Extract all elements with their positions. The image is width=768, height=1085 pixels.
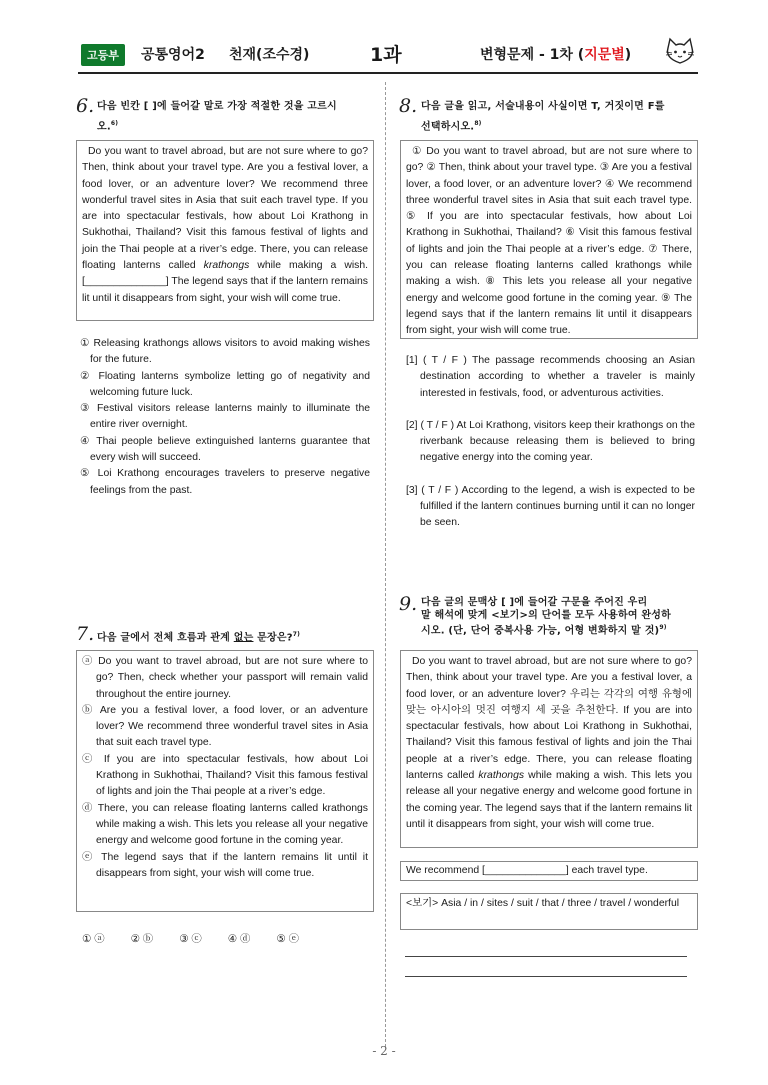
publisher-title: 천재(조수경) [229, 47, 310, 63]
q8-title-line2 [421, 115, 701, 135]
q6-title [97, 98, 377, 135]
q9-title [421, 597, 701, 638]
lesson-title: 1과 [370, 44, 402, 66]
q9-answer-line-1[interactable] [405, 956, 687, 957]
q9-title-line3 [421, 622, 701, 638]
q7-title [97, 626, 377, 646]
q7-choice-2[interactable]: ② ⓑ [130, 934, 154, 945]
q9-title-line3-text: 시오. (단, 단어 중복사용 가능, 어형 변화하지 말 것) [421, 625, 660, 637]
exam-type-highlight: 지문별 [584, 47, 625, 63]
q6-title-line2 [97, 115, 377, 135]
level-badge: 고등부 [81, 44, 125, 66]
q7-choice-4[interactable]: ④ ⓓ [227, 934, 251, 945]
exam-type-suffix: ) [624, 47, 632, 63]
q8-statements [406, 353, 695, 532]
q9-passage-before: Do you want to travel abroad, but are not sure where to go? Then, think about your travel type. Are you a festival lover, a food lover, or an adventure lover? [406, 656, 692, 700]
q9-answer-line-2[interactable] [405, 976, 687, 977]
q8-statement-3[interactable]: [3] ( T / F ) According to the legend, a wish is expected to be fulfilled if the lantern continues burning until it can no longer be seen. [406, 484, 695, 529]
q9-passage [400, 650, 698, 848]
q8-title-line1: 다음 글을 읽고, 서술내용이 사실이면 T, 거짓이면 F를 [421, 101, 665, 112]
q7-sentence-b: ⓑ Are you a festival lover, a food lover, or an adventure lover? We recommend three wonderful travel sites in Asia that suit each travel type. [82, 704, 368, 749]
header-divider [78, 72, 698, 74]
q6-title-line1: 다음 빈칸 [ ]에 들어갈 말로 가장 적절한 것을 고르시 [97, 101, 337, 112]
q7-sentence-c: ⓒ If you are into spectacular festivals, how about Loi Krathong in Sukhothai, Thailand? Visit this famous festival of lights and join the Thai people at a river’s edge. [82, 753, 368, 798]
q8-statement-2[interactable]: [2] ( T / F ) At Loi Krathong, visitors keep their krathongs on the riverbank because releasing them is believed to bring negative energy into the coming year. [406, 419, 695, 464]
q6-option-4[interactable]: ④ Thai people believe extinguished lanterns guarantee that every wish will succeed. [80, 435, 370, 464]
q8-title [421, 98, 701, 135]
q8-passage-text: ① Do you want to travel abroad, but are not sure where to go? ② Then, think about your travel type. ③ Are you a festival lover, a food lover, or an adventure lover? ④ We recommend three wonderful travel sites in Asia that suit each travel type. ⑤ If you are into spectacular festivals, how about Loi Krathong in Sukhothai, Thailand? ⑥ Visit this famous festival of lights and join the Thai people at a river’s edge. ⑦ There, you can release floating lanterns called krathongs while making a wish. ⑧ This lets you release all your negative energy and welcome good fortune in the coming year. ⑨ The legend says that if the lantern remains lit until it disappears from sight, your wish will come true. [406, 146, 692, 337]
q9-footnote: 9) [659, 624, 667, 631]
q8-passage [400, 140, 698, 339]
q9-passage-after: while making a wish. This lets you release all your negative energy and welcome good fortune in the coming year. The legend says that if the lantern remains lit until it disappears from sight, your wish will come true. [406, 770, 693, 830]
q8-statement-1[interactable]: [1] ( T / F ) The passage recommends choosing an Asian destination according to whether a traveler is mainly interested in festivals, food, or adventurous activities. [406, 355, 695, 399]
q9-passage-italic: krathongs [478, 770, 525, 782]
q7-passage [76, 650, 374, 912]
q6-option-1[interactable]: ① Releasing krathongs allows visitors to avoid making wishes for the future. [80, 338, 370, 366]
q9-passage-korean: 우리는 각각의 여행 유형에 맞는 아시아의 멋진 여행지 세 곳을 추천한다. [406, 688, 692, 716]
q8-title-line2-text: 선택하시오. [421, 121, 475, 133]
q6-title-line2-text: 오. [97, 121, 111, 133]
q6-option-2[interactable]: ② Floating lanterns symbolize letting go of negativity and welcoming future luck. [80, 370, 370, 398]
q7-title-suffix: 문장은? [253, 632, 293, 644]
q6-passage [76, 140, 374, 321]
q9-number: 9. [399, 593, 418, 615]
q7-choices [82, 930, 299, 945]
q9-title-line1: 다음 글의 문맥상 [ ]에 들어갈 구문을 주어진 우리 [421, 597, 648, 608]
q7-sentence-a: ⓐ Do you want to travel abroad, but are not sure where to go? Then, check whether your passport will remain valid throughout the entire journey. [82, 656, 368, 700]
q7-footnote: 7) [292, 631, 301, 638]
q7-sentence-d: ⓓ There, you can release floating lanterns called krathongs while making a wish. This lets you release all your negative energy and welcome good fortune in the coming year. [82, 802, 368, 847]
q6-footnote: 6) [110, 120, 119, 127]
q6-passage-italic: krathongs [203, 260, 250, 272]
q8-footnote: 8) [474, 120, 482, 127]
q9-passage-middle: If you are into spectacular festivals, how about Loi Krathong in Sukhothai, Thailand? Visit this famous festival of lights and join the Thai people at a river’s edge. There, you can release floating lanterns called [406, 704, 692, 782]
q7-choice-5[interactable]: ⑤ ⓔ [276, 934, 299, 945]
column-divider [385, 82, 386, 1047]
q6-options [80, 336, 370, 499]
q7-title-prefix: 다음 글에서 전체 흐름과 관계 [97, 632, 234, 644]
q6-option-5[interactable]: ⑤ Loi Krathong encourages travelers to preserve negative feelings from the past. [80, 468, 370, 496]
q9-sentence-prompt: We recommend [______________] each travel type. [400, 861, 698, 881]
page-number: - 2 - [372, 1044, 396, 1058]
exam-type-title [480, 44, 631, 64]
page-header [78, 40, 698, 70]
q9-bogi-box [400, 893, 698, 930]
q8-number: 8. [399, 95, 418, 117]
q7-choice-1[interactable]: ① ⓐ [82, 934, 105, 945]
q7-title-underlined: 없는 [233, 632, 254, 644]
q7-sentence-e: ⓔ The legend says that if the lantern remains lit until it disappears from sight, your wish will come true. [82, 851, 368, 879]
cat-face-icon [664, 36, 696, 66]
subject-title: 공통영어2 [141, 47, 205, 63]
q7-number: 7. [76, 623, 95, 645]
exam-type-prefix: 변형문제 - 1차 ( [480, 47, 585, 63]
q9-bogi-text: <보기> Asia / in / sites / suit / that / three / travel / wonderful [406, 898, 680, 909]
q6-passage-after: while making a wish. [______________] The legend says that if the lantern remains lit until it disappears from sight, your wish will come true. [82, 260, 368, 304]
q7-choice-3[interactable]: ③ ⓒ [179, 934, 202, 945]
q6-option-3[interactable]: ③ Festival visitors release lanterns mainly to illuminate the entire river overnight. [80, 403, 370, 431]
q9-title-line2: 말 해석에 맞게 <보기>의 단어를 모두 사용하여 완성하 [421, 609, 671, 621]
q6-passage-before: Do you want to travel abroad, but are not sure where to go? Then, think about your travel type. Are you a festival lover, a food lover, or an adventure lover? We recommend three wonderful travel sites in Asia that suit each travel type. If you are into spectacular festivals, how about Loi Krathong in Sukhothai, Thailand? Visit this famous festival of lights and join the Thai people at a river’s edge. There, you can release floating lanterns called [82, 146, 368, 272]
q6-number: 6. [76, 95, 95, 117]
